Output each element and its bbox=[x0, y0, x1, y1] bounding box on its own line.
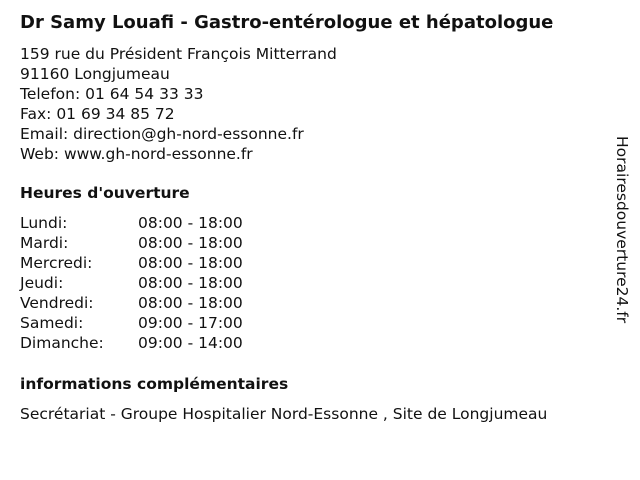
time-range: 08:00 - 18:00 bbox=[138, 274, 243, 292]
day-label: Samedi: bbox=[20, 314, 84, 332]
address-street: 159 rue du Président François Mitterrand bbox=[20, 45, 337, 63]
website: Web: www.gh-nord-essonne.fr bbox=[20, 145, 253, 163]
email-address: Email: direction@gh-nord-essonne.fr bbox=[20, 125, 304, 143]
watermark-label: Horairesdouverture24.fr bbox=[613, 136, 631, 324]
hours-row-friday bbox=[20, 293, 280, 313]
page-title: Dr Samy Louafi - Gastro-entérologue et hépatologue bbox=[20, 12, 554, 33]
day-label: Mercredi: bbox=[20, 254, 93, 272]
time-range: 08:00 - 18:00 bbox=[138, 294, 243, 312]
time-range: 09:00 - 14:00 bbox=[138, 334, 243, 352]
address-city: 91160 Longjumeau bbox=[20, 65, 170, 83]
day-label: Lundi: bbox=[20, 214, 68, 232]
opening-hours-heading: Heures d'ouverture bbox=[20, 184, 190, 202]
hours-row-thursday bbox=[20, 273, 280, 293]
day-label: Mardi: bbox=[20, 234, 69, 252]
phone-number: Telefon: 01 64 54 33 33 bbox=[20, 85, 204, 103]
additional-info-text: Secrétariat - Groupe Hospitalier Nord-Essonne , Site de Longjumeau bbox=[20, 405, 548, 423]
additional-info-heading: informations complémentaires bbox=[20, 375, 289, 393]
time-range: 09:00 - 17:00 bbox=[138, 314, 243, 332]
hours-row-sunday bbox=[20, 333, 280, 353]
hours-row-monday bbox=[20, 213, 280, 233]
fax-number: Fax: 01 69 34 85 72 bbox=[20, 105, 175, 123]
opening-hours-table bbox=[20, 213, 280, 353]
hours-row-tuesday bbox=[20, 233, 280, 253]
day-label: Dimanche: bbox=[20, 334, 104, 352]
time-range: 08:00 - 18:00 bbox=[138, 214, 243, 232]
contact-block bbox=[20, 44, 337, 164]
hours-row-wednesday bbox=[20, 253, 280, 273]
day-label: Jeudi: bbox=[20, 274, 64, 292]
time-range: 08:00 - 18:00 bbox=[138, 254, 243, 272]
time-range: 08:00 - 18:00 bbox=[138, 234, 243, 252]
hours-row-saturday bbox=[20, 313, 280, 333]
day-label: Vendredi: bbox=[20, 294, 94, 312]
